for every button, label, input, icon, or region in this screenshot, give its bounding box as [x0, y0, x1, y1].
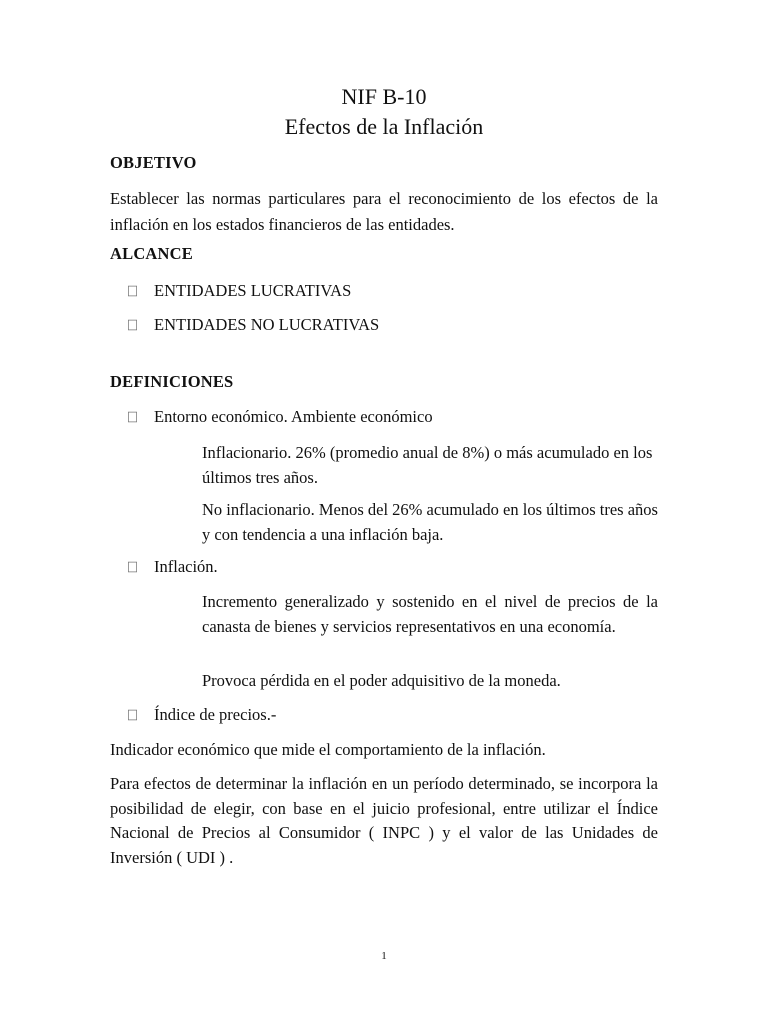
definicion-detail: Incremento generalizado y sostenido en el nivel de precios de la canasta de bienes y servicios representativos en una economía. — [202, 592, 658, 636]
definicion-detail: No inflacionario. Menos del 26% acumulado en los últimos tres años y con tendencia a una inflación baja. — [202, 500, 658, 544]
definicion-detail: Inflacionario. 26% (promedio anual de 8%) o más acumulado en los últimos tres años. — [202, 443, 653, 487]
objetivo-text: Establecer las normas particulares para el reconocimiento de los efectos de la inflación en los estados financieros de las entidades. — [110, 189, 658, 234]
bullet-icon — [128, 710, 137, 721]
definicion-item — [128, 556, 218, 578]
alcance-item-label: ENTIDADES LUCRATIVAS — [154, 281, 352, 300]
definiciones-heading: DEFINICIONES — [110, 372, 234, 391]
objetivo-heading: OBJETIVO — [110, 153, 197, 172]
alcance-item — [128, 280, 351, 302]
definicion-label: Índice de precios.- — [154, 705, 277, 724]
efectos-paragraph: Para efectos de determinar la inflación en un período determinado, se incorpora la posibilidad de elegir, con base en el juicio profesional, entre utilizar el Índice Nacional de Precios al Consumidor ( INPC ) y el valor de las Unidades de Inversión ( UDI ) . — [110, 774, 658, 867]
alcance-item-label: ENTIDADES NO LUCRATIVAS — [154, 315, 380, 334]
bullet-icon — [128, 320, 137, 331]
definicion-item — [128, 704, 276, 726]
bullet-icon — [128, 412, 137, 423]
alcance-item — [128, 314, 379, 336]
alcance-heading: ALCANCE — [110, 244, 193, 263]
indicador-text: Indicador económico que mide el comportamiento de la inflación. — [110, 740, 546, 759]
document-subtitle: Efectos de la Inflación — [284, 114, 484, 139]
document-title: NIF B-10 — [341, 84, 427, 109]
bullet-icon — [128, 286, 137, 297]
definicion-label: Entorno económico. Ambiente económico — [154, 407, 433, 426]
page-number: 1 — [381, 950, 387, 962]
definicion-label: Inflación. — [154, 557, 218, 576]
definicion-detail: Provoca pérdida en el poder adquisitivo de la moneda. — [202, 671, 561, 690]
bullet-icon — [128, 562, 137, 573]
definicion-item — [128, 406, 433, 428]
